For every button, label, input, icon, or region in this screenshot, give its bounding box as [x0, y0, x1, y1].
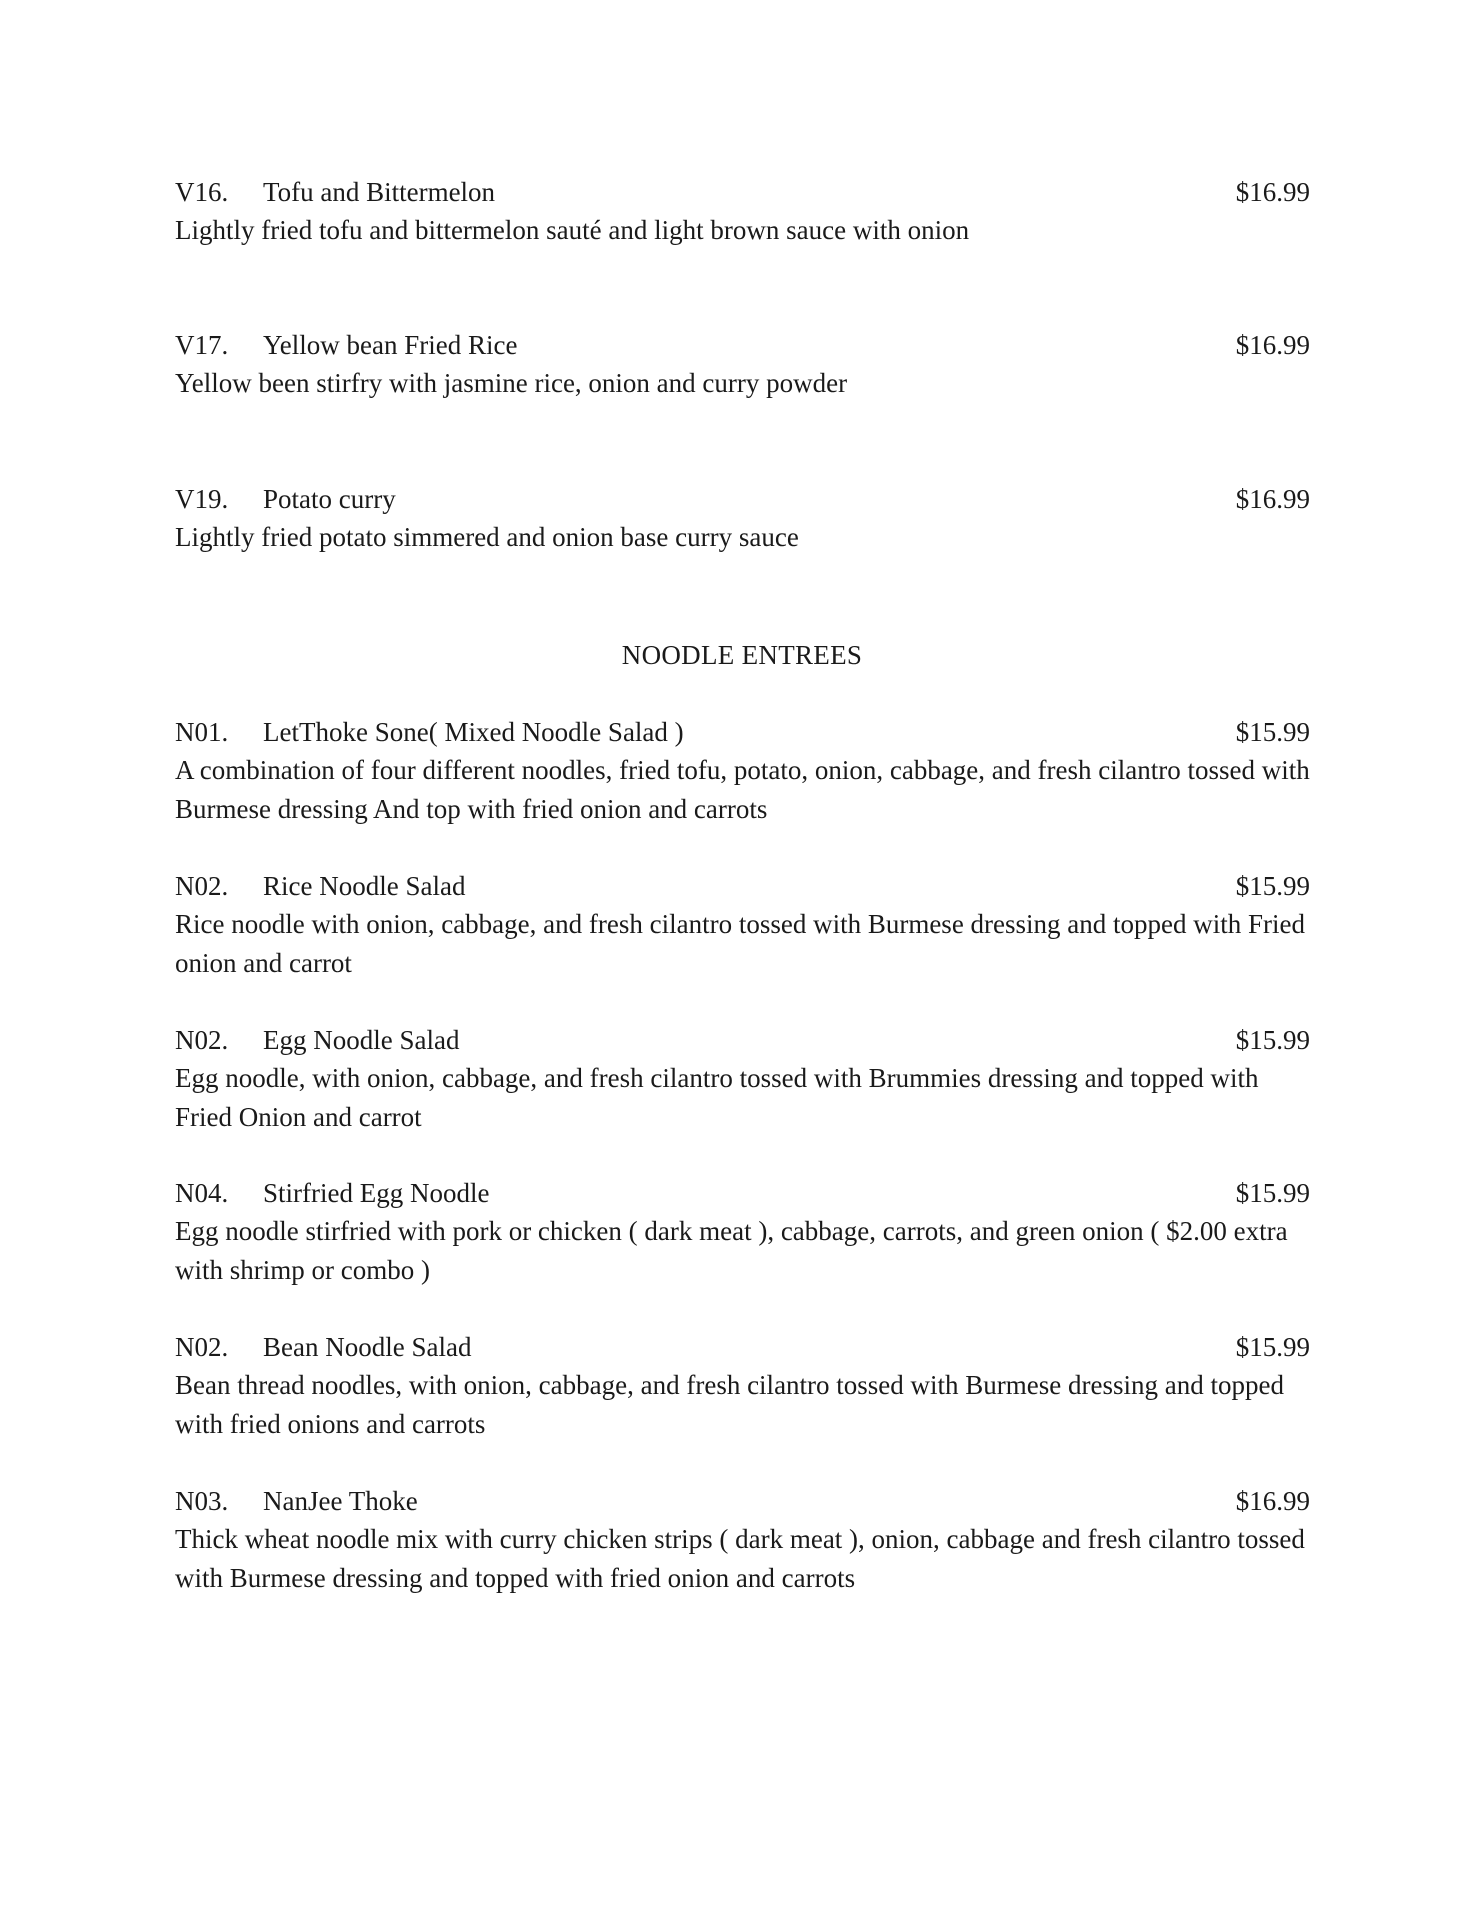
- item-code: N03.: [175, 1486, 229, 1516]
- item-name: Yellow bean Fried Rice: [263, 330, 518, 360]
- item-price: $15.99: [1235, 1332, 1310, 1362]
- item-header: [175, 326, 1310, 364]
- item-name: Stirfried Egg Noodle: [263, 1178, 490, 1208]
- item-code: N02.: [175, 1025, 229, 1055]
- item-name: Egg Noodle Salad: [263, 1025, 460, 1055]
- item-description: Egg noodle, with onion, cabbage, and fresh cilantro tossed with Brummies dressing and topped with Fried Onion and carrot: [175, 1063, 1259, 1132]
- item-header: [175, 173, 1310, 211]
- item-description: Bean thread noodles, with onion, cabbage, and fresh cilantro tossed with Burmese dressing and topped with fried onions and carrots: [175, 1370, 1284, 1439]
- item-price: $16.99: [1235, 1486, 1310, 1516]
- item-description: Rice noodle with onion, cabbage, and fresh cilantro tossed with Burmese dressing and topped with Fried onion and carrot: [175, 909, 1306, 978]
- menu-item-n03: [175, 1482, 1310, 1597]
- item-price: $16.99: [1235, 177, 1310, 207]
- item-header: [175, 867, 1310, 905]
- section-title-noodle-entrees: NOODLE ENTREES: [621, 640, 863, 670]
- item-description: Yellow been stirfry with jasmine rice, onion and curry powder: [175, 368, 848, 398]
- menu-item-v17: [175, 326, 1310, 403]
- item-price: $15.99: [1235, 1025, 1310, 1055]
- menu-item-n04: [175, 1174, 1310, 1289]
- menu-item-v19: [175, 480, 1310, 557]
- item-header: [175, 1482, 1310, 1520]
- menu-item-n01: [175, 713, 1310, 828]
- item-description: A combination of four different noodles, fried tofu, potato, onion, cabbage, and fresh cilantro tossed with Burmese dressing And top with fried onion and carrots: [175, 755, 1310, 824]
- item-description: Egg noodle stirfried with pork or chicken ( dark meat ), cabbage, carrots, and green onion ( $2.00 extra with shrimp or combo ): [175, 1216, 1288, 1285]
- item-name: NanJee Thoke: [263, 1486, 418, 1516]
- item-price: $16.99: [1235, 484, 1310, 514]
- item-header: [175, 1021, 1310, 1059]
- item-price: $15.99: [1235, 1178, 1310, 1208]
- item-code: N02.: [175, 871, 229, 901]
- item-price: $16.99: [1235, 330, 1310, 360]
- item-name: Tofu and Bittermelon: [263, 177, 496, 207]
- menu-item-v16: [175, 173, 1310, 250]
- item-header: [175, 1328, 1310, 1366]
- item-code: N04.: [175, 1178, 229, 1208]
- item-code: V16.: [175, 177, 229, 207]
- item-header: [175, 480, 1310, 518]
- item-code: V19.: [175, 484, 229, 514]
- menu-item-n02-bean: [175, 1328, 1310, 1443]
- menu-item-n02-egg: [175, 1021, 1310, 1136]
- item-header: [175, 1174, 1310, 1212]
- menu-item-n02-rice: [175, 867, 1310, 982]
- item-code: V17.: [175, 330, 229, 360]
- item-name: Potato curry: [263, 484, 396, 514]
- item-price: $15.99: [1235, 717, 1310, 747]
- item-header: [175, 713, 1310, 751]
- item-price: $15.99: [1235, 871, 1310, 901]
- item-description: Lightly fried potato simmered and onion base curry sauce: [175, 522, 799, 552]
- item-name: Bean Noodle Salad: [263, 1332, 472, 1362]
- item-code: N02.: [175, 1332, 229, 1362]
- item-description: Lightly fried tofu and bittermelon sauté and light brown sauce with onion: [175, 215, 970, 245]
- item-name: LetThoke Sone( Mixed Noodle Salad ): [263, 717, 684, 747]
- item-code: N01.: [175, 717, 229, 747]
- item-name: Rice Noodle Salad: [263, 871, 466, 901]
- item-description: Thick wheat noodle mix with curry chicken strips ( dark meat ), onion, cabbage and fresh cilantro tossed with Burmese dressing and topped with fried onion and carrots: [175, 1524, 1305, 1593]
